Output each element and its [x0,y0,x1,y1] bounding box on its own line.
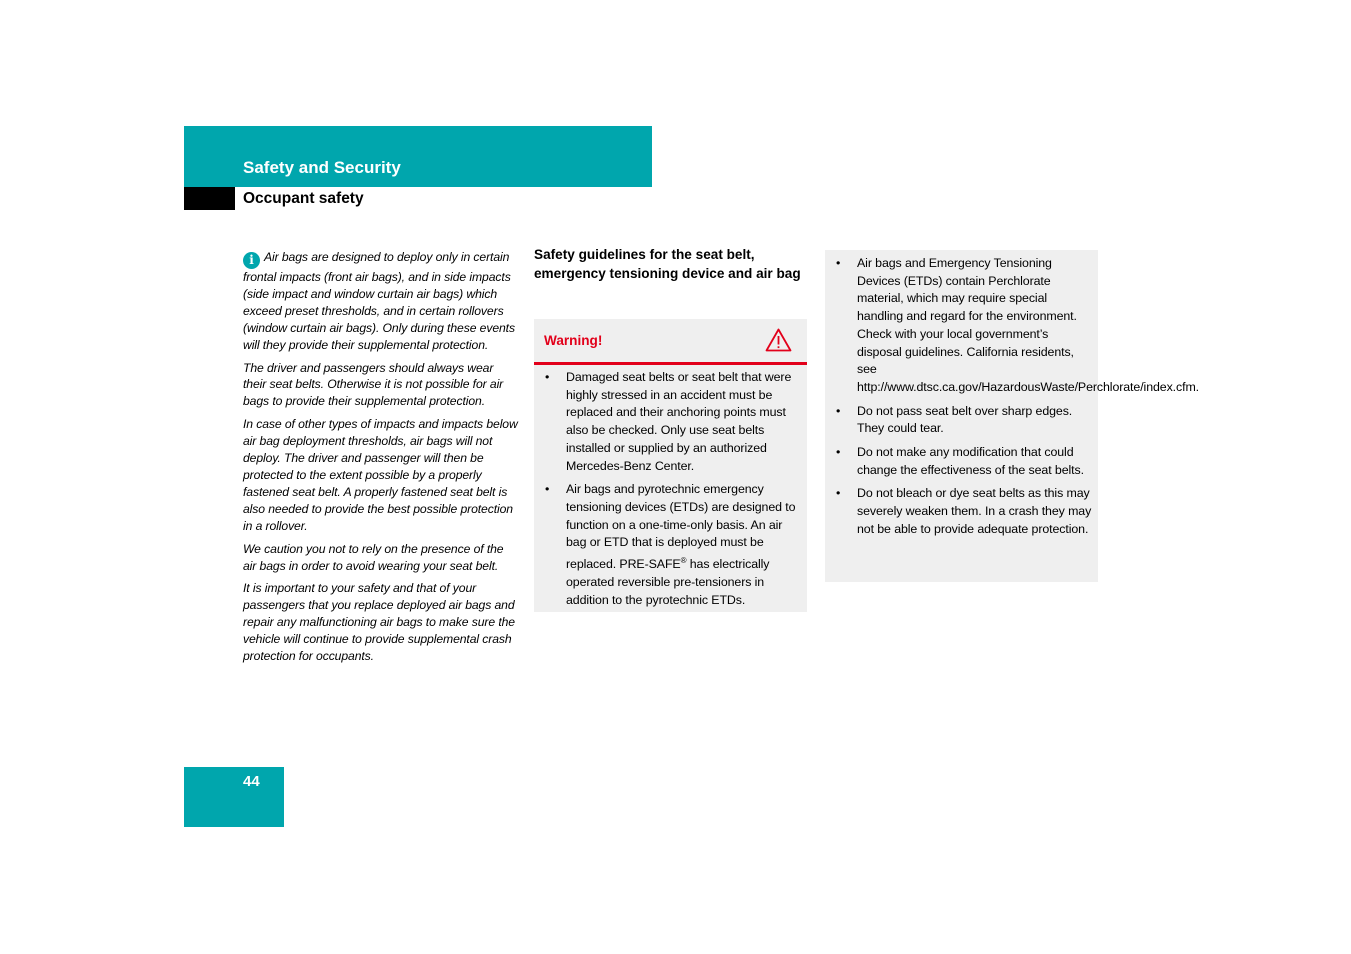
guidelines-bullet-list [836,255,1200,545]
info-note-paragraph: It is important to your safety and that of your passengers that you replace deployed air bags and repair any malfunctioning air bags to make sure the vehicle will continue to provide supplemental crash protection for occupants. [243,581,515,664]
warning-header [534,319,807,365]
bullet-icon: • [836,256,841,270]
list-item [545,369,801,475]
registered-mark: ® [680,556,687,566]
list-item-text: Air bags and pyrotechnic emergency tensioning devices (ETDs) are designed to function on a one-time-only basis. An air bag or ETD that is deployed must be replaced. PRE-SAFE [566,482,796,572]
guidelines-box [825,250,1200,582]
list-item-text: Do not pass seat belt over sharp edges. They could tear. [857,403,1073,436]
warning-label: Warning! [544,333,603,348]
info-note-paragraph: We caution you not to rely on the presence of the air bags in order to avoid wearing your seat belt. [243,541,504,573]
page-number-tab [184,767,284,827]
info-note-text: Air bags are designed to deploy only in certain frontal impacts (front air bags), and in side impacts (side impact and window curtain air bags) which exceed preset thresholds, and in certain rollovers (window curtain air bags). Only during these events will they provide their supplemental protection. [243,250,515,352]
warning-bullet-list [545,369,801,615]
list-item [836,403,1093,438]
section-marker-tab [184,187,235,210]
list-item [545,481,801,609]
section-title: Safety and Security [243,158,401,177]
list-item-text: Do not make any modification that could change the effectiveness of the seat belts. [857,445,1084,477]
list-item-text: Do not bleach or dye seat belts as this may severely weaken them. In a crash they may not be able to provide adequate protection. [857,486,1092,536]
list-item [836,444,1093,479]
list-item [836,485,1093,538]
bullet-icon: • [545,482,550,497]
guidelines-heading: Safety guidelines for the seat belt, emergency tensioning device and air bag [534,247,801,281]
list-item [836,255,1200,397]
bullet-icon: • [836,403,841,418]
list-item-text: Air bags and Emergency Tensioning Devices (ETDs) contain Perchlorate material, which may require special handling and regard for the environment. Check with your local government’s disposal guidelines. California residents, see http://www.dtsc.ca.gov/HazardousWaste/Perchlorate/index.cfm. [857,256,1200,394]
page-number: 44 [243,773,260,790]
bullet-icon: • [836,486,841,501]
bullet-icon: • [836,445,841,460]
list-item-text: has electrically operated reversible pre-tensioners in addition to the pyrotechnic ETDs. [566,557,770,607]
info-note-paragraph [243,249,519,354]
info-note-paragraph: In case of other types of impacts and impacts below air bag deployment thresholds, air bags will not deploy. The driver and passenger will then be protected to the extent possible by a properly fastened seat belt. A properly fastened seat belt is also needed to provide the best possible protection in a rollover. [243,417,518,533]
warning-box [534,319,807,612]
list-item-text: Damaged seat belts or seat belt that were highly stressed in an accident must be replaced and their anchoring points must also be checked. Only use seat belts installed or supplied by an authorized Mercedes-Benz Center. [566,370,792,473]
info-note-paragraph: The driver and passengers should always wear their seat belts. Otherwise it is not possible for air bags to provide their supplemental protection. [243,360,504,409]
info-notes-column [243,249,519,671]
bullet-icon: • [545,370,550,384]
info-icon: i [243,252,260,269]
warning-triangle-icon [765,328,792,352]
subsection-title: Occupant safety [243,190,364,207]
